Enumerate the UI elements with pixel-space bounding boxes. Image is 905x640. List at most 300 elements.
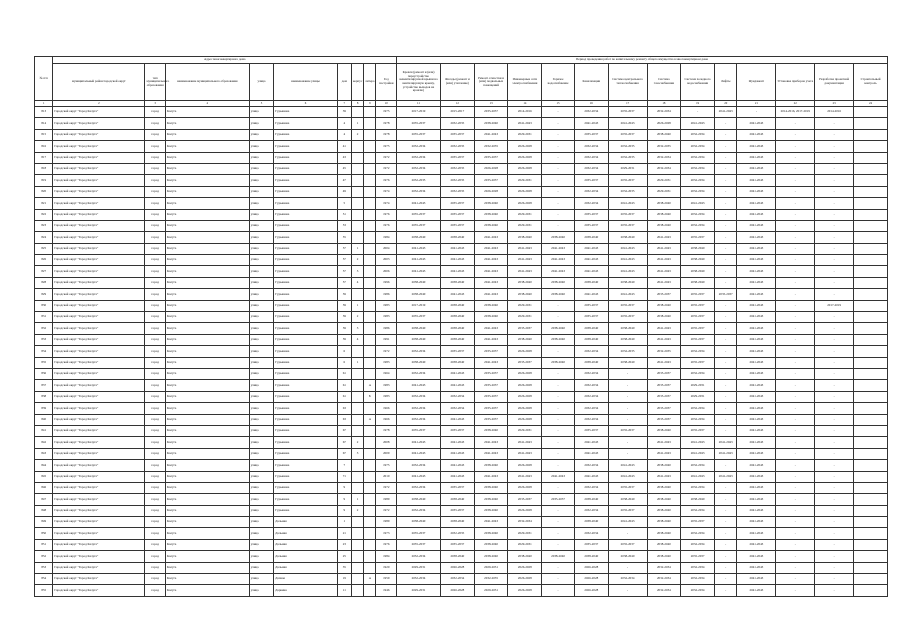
- table-cell: Гурьянова: [274, 107, 337, 118]
- table-cell: 2035-2037: [647, 414, 681, 425]
- table-cell: 2032-2034: [647, 107, 681, 118]
- table-cell: 9: [337, 494, 351, 505]
- table-cell: 1983: [376, 300, 397, 311]
- header-cell: наименование муниципального образования: [165, 64, 249, 101]
- table-cell: улица: [249, 312, 274, 323]
- header-column-number: 11: [397, 101, 441, 107]
- table-cell: 2041-2043: [440, 380, 474, 391]
- table-cell: Гурьянова: [274, 505, 337, 516]
- table-cell: [854, 448, 888, 459]
- table-cell: 827: [35, 266, 53, 277]
- table-cell: -: [776, 471, 815, 482]
- table-cell: 2038-2040: [397, 323, 441, 334]
- table-cell: 1964: [376, 368, 397, 379]
- table-cell: 2026-2028: [508, 152, 542, 163]
- table-cell: 2041-2043: [608, 243, 647, 254]
- table-cell: -: [542, 414, 575, 425]
- table-cell: 2041-2043: [474, 448, 508, 459]
- table-cell: 2038-2040: [474, 494, 508, 505]
- table-cell: [364, 277, 376, 288]
- table-row: [35, 482, 888, 493]
- table-cell: город: [145, 471, 165, 482]
- table-cell: Городской округ "Город Калуга": [53, 175, 145, 186]
- table-row: [35, 312, 888, 323]
- table-cell: Калуга: [165, 460, 249, 471]
- table-cell: улица: [249, 277, 274, 288]
- table-cell: [364, 152, 376, 163]
- table-cell: 2041-2043: [737, 574, 776, 585]
- table-cell: 2038-2040: [508, 277, 542, 288]
- table-cell: 2041-2043: [737, 380, 776, 391]
- table-cell: 2038-2040: [397, 517, 441, 528]
- header-column-number: 13: [474, 101, 508, 107]
- table-cell: 2032-2034: [397, 551, 441, 562]
- table-cell: 2035-2037: [608, 300, 647, 311]
- table-cell: 851: [35, 539, 53, 550]
- table-cell: 2038-2040: [542, 323, 575, 334]
- table-cell: 1966: [376, 414, 397, 425]
- table-cell: 2035-2037: [397, 118, 441, 129]
- table-cell: [364, 460, 376, 471]
- table-cell: Калуга: [165, 414, 249, 425]
- header-column-number: 23: [815, 101, 854, 107]
- table-cell: Калуга: [165, 437, 249, 448]
- table-cell: 1966: [376, 403, 397, 414]
- table-cell: 1983: [376, 380, 397, 391]
- table-cell: 2038-2040: [681, 494, 715, 505]
- table-cell: 9: [337, 505, 351, 516]
- table-cell: Калуга: [165, 186, 249, 197]
- table-cell: [364, 517, 376, 528]
- table-cell: 57: [337, 243, 351, 254]
- table-cell: [364, 300, 376, 311]
- table-cell: 2035-2037: [681, 300, 715, 311]
- table-cell: 2041-2043: [647, 471, 681, 482]
- table-cell: -: [776, 391, 815, 402]
- table-cell: Калуга: [165, 528, 249, 539]
- table-cell: 2041-2043: [397, 380, 441, 391]
- table-cell: Городской округ "Город Калуга": [53, 163, 145, 174]
- table-cell: -: [608, 585, 647, 596]
- table-cell: Калуга: [165, 357, 249, 368]
- table-cell: 2041-2043: [608, 198, 647, 209]
- table-cell: [854, 346, 888, 357]
- table-cell: город: [145, 186, 165, 197]
- table-cell: [364, 175, 376, 186]
- table-cell: [854, 380, 888, 391]
- table-cell: 3: [351, 266, 363, 277]
- table-cell: -: [776, 289, 815, 300]
- table-cell: 2032-2034: [681, 141, 715, 152]
- table-cell: 2038-2040: [440, 300, 474, 311]
- table-cell: 2041-2043: [737, 129, 776, 140]
- table-cell: 2035-2037: [681, 517, 715, 528]
- table-cell: 2038-2040: [681, 243, 715, 254]
- table-cell: 2032-2034: [681, 163, 715, 174]
- table-cell: 850: [35, 528, 53, 539]
- table-cell: Городской округ "Город Калуга": [53, 460, 145, 471]
- table-cell: 2041-2043: [474, 277, 508, 288]
- table-cell: 2032-2034: [397, 574, 441, 585]
- table-cell: 2041-2043: [737, 471, 776, 482]
- table-cell: 2038-2040: [542, 232, 575, 243]
- table-cell: 2035-2037: [608, 220, 647, 231]
- table-cell: 2041-2043: [737, 391, 776, 402]
- table-cell: Городской округ "Город Калуга": [53, 505, 145, 516]
- table-cell: [364, 289, 376, 300]
- table-cell: 2038-2040: [440, 494, 474, 505]
- table-cell: [854, 300, 888, 311]
- table-cell: 2029-2031: [681, 380, 715, 391]
- table-cell: 2038-2040: [608, 357, 647, 368]
- header-group-address: Адрес многоквартирного дома: [53, 57, 397, 64]
- table-cell: -: [542, 460, 575, 471]
- table-cell: -: [776, 517, 815, 528]
- table-cell: 2041-2043: [737, 118, 776, 129]
- header-cell: Фундамент: [737, 64, 776, 101]
- table-cell: -: [714, 539, 736, 550]
- table-cell: -: [714, 482, 736, 493]
- table-cell: 2029-2031: [508, 175, 542, 186]
- table-cell: -: [815, 562, 854, 573]
- table-row: [35, 175, 888, 186]
- table-cell: Гурьянова: [274, 414, 337, 425]
- table-cell: Городской округ "Город Калуга": [53, 107, 145, 118]
- table-cell: 2038-2040: [397, 232, 441, 243]
- table-cell: 817: [35, 152, 53, 163]
- table-cell: улица: [249, 163, 274, 174]
- table-row: [35, 517, 888, 528]
- table-cell: 2035-2037: [397, 539, 441, 550]
- table-cell: [364, 334, 376, 345]
- table-cell: Гурьянова: [274, 448, 337, 459]
- table-cell: Калуга: [165, 425, 249, 436]
- table-cell: 2032-2034: [397, 186, 441, 197]
- table-cell: -: [542, 448, 575, 459]
- table-cell: 2038-2040: [397, 357, 441, 368]
- table-cell: 2029-2031: [508, 425, 542, 436]
- table-cell: город: [145, 118, 165, 129]
- table-cell: улица: [249, 528, 274, 539]
- table-cell: 51: [337, 209, 351, 220]
- table-cell: Городской округ "Город Калуга": [53, 232, 145, 243]
- table-cell: 2032-2034: [681, 403, 715, 414]
- table-cell: Городской округ "Город Калуга": [53, 494, 145, 505]
- table-cell: 2041-2043: [737, 585, 776, 596]
- table-cell: город: [145, 539, 165, 550]
- table-cell: 2038-2040: [647, 505, 681, 516]
- table-cell: -: [714, 517, 736, 528]
- table-cell: -: [815, 574, 854, 585]
- table-cell: 2032-2035: [608, 152, 647, 163]
- table-cell: 2041-2043: [737, 198, 776, 209]
- table-cell: 2032-2034: [397, 141, 441, 152]
- table-cell: Калуга: [165, 334, 249, 345]
- table-cell: -: [542, 312, 575, 323]
- table-cell: город: [145, 141, 165, 152]
- table-cell: улица: [249, 391, 274, 402]
- table-row: [35, 437, 888, 448]
- table-cell: -: [737, 107, 776, 118]
- table-cell: город: [145, 357, 165, 368]
- table-cell: улица: [249, 425, 274, 436]
- table-cell: -: [815, 425, 854, 436]
- table-cell: -: [776, 505, 815, 516]
- table-cell: 2032-2034: [681, 129, 715, 140]
- table-cell: 2041-2043: [440, 243, 474, 254]
- table-cell: 2035-2037: [574, 175, 608, 186]
- header-column-number: 4: [165, 101, 249, 107]
- table-cell: [854, 255, 888, 266]
- table-cell: Калуга: [165, 277, 249, 288]
- table-cell: 2032-2034: [574, 141, 608, 152]
- table-cell: Калуга: [165, 266, 249, 277]
- table-cell: 2041-2043: [681, 448, 715, 459]
- table-row: [35, 277, 888, 288]
- table-cell: 2035-2037: [647, 289, 681, 300]
- table-cell: Городской округ "Город Калуга": [53, 551, 145, 562]
- table-cell: 2038-2040: [647, 425, 681, 436]
- table-cell: Гурьянова: [274, 141, 337, 152]
- table-cell: 45: [337, 163, 351, 174]
- table-row: [35, 460, 888, 471]
- table-cell: город: [145, 460, 165, 471]
- table-cell: 2026-2028: [508, 186, 542, 197]
- table-row: [35, 255, 888, 266]
- table-row: [35, 118, 888, 129]
- table-cell: 2041-2043: [397, 255, 441, 266]
- table-cell: город: [145, 380, 165, 391]
- table-cell: 3: [351, 448, 363, 459]
- table-cell: 848: [35, 505, 53, 516]
- table-cell: -: [776, 300, 815, 311]
- table-cell: улица: [249, 437, 274, 448]
- table-cell: -: [815, 141, 854, 152]
- table-cell: 1974: [376, 186, 397, 197]
- table-cell: 1996: [376, 277, 397, 288]
- table-cell: 2032-2035: [474, 574, 508, 585]
- header-cell: Система холодного водоснабжения: [681, 64, 715, 101]
- table-cell: 2041-2043: [574, 255, 608, 266]
- table-cell: -: [815, 528, 854, 539]
- table-cell: Калуга: [165, 539, 249, 550]
- table-cell: 2035-2037: [574, 209, 608, 220]
- table-cell: 2026-2028: [508, 585, 542, 596]
- table-cell: -: [776, 175, 815, 186]
- table-cell: 2038-2040: [474, 482, 508, 493]
- table-cell: улица: [249, 562, 274, 573]
- table-cell: -: [776, 186, 815, 197]
- table-cell: 1976: [376, 539, 397, 550]
- table-cell: улица: [249, 289, 274, 300]
- table-cell: 57: [337, 277, 351, 288]
- table-cell: [364, 585, 376, 596]
- table-cell: 822: [35, 209, 53, 220]
- table-cell: 2032-2034: [440, 574, 474, 585]
- table-cell: -: [776, 220, 815, 231]
- table-cell: -: [776, 232, 815, 243]
- table-cell: Городской округ "Город Калуга": [53, 209, 145, 220]
- table-cell: 2035-2037: [608, 175, 647, 186]
- header-column-number: 14: [508, 101, 542, 107]
- table-cell: [364, 129, 376, 140]
- table-cell: [351, 289, 363, 300]
- table-cell: [364, 209, 376, 220]
- table-cell: [351, 539, 363, 550]
- table-cell: 2032-2034: [574, 380, 608, 391]
- table-cell: -: [714, 255, 736, 266]
- table-cell: 2041-2043: [542, 255, 575, 266]
- table-cell: 2041-2043: [737, 562, 776, 573]
- table-cell: -: [776, 209, 815, 220]
- table-cell: -: [714, 414, 736, 425]
- table-cell: [854, 585, 888, 596]
- table-cell: Городской округ "Город Калуга": [53, 391, 145, 402]
- table-body: [35, 107, 888, 597]
- table-cell: -: [776, 482, 815, 493]
- table-cell: 2041-2043: [397, 437, 441, 448]
- table-cell: [351, 551, 363, 562]
- table-cell: 2041-2043: [737, 346, 776, 357]
- table-cell: 2032-2034: [574, 414, 608, 425]
- table-cell: улица: [249, 323, 274, 334]
- table-cell: 2038-2040: [647, 460, 681, 471]
- table-cell: [364, 220, 376, 231]
- table-cell: 1978: [376, 129, 397, 140]
- header-cell: Лифты: [714, 64, 736, 101]
- table-cell: 830: [35, 300, 53, 311]
- table-cell: [854, 494, 888, 505]
- table-row: [35, 220, 888, 231]
- table-row: [35, 448, 888, 459]
- table-cell: 1: [351, 243, 363, 254]
- table-cell: -: [714, 277, 736, 288]
- table-cell: [854, 232, 888, 243]
- table-cell: 2026-2028: [474, 186, 508, 197]
- table-cell: 2041-2043: [737, 494, 776, 505]
- table-row: [35, 152, 888, 163]
- table-cell: -: [542, 562, 575, 573]
- table-cell: -: [542, 163, 575, 174]
- table-cell: 818: [35, 163, 53, 174]
- table-cell: Калуга: [165, 209, 249, 220]
- table-cell: Калуга: [165, 380, 249, 391]
- table-cell: 2041-2043: [474, 517, 508, 528]
- table-cell: Калуга: [165, 403, 249, 414]
- table-cell: -: [714, 551, 736, 562]
- table-row: [35, 505, 888, 516]
- table-cell: Калуга: [165, 482, 249, 493]
- table-cell: улица: [249, 414, 274, 425]
- header-cell: Инженерные сети электроснабжения: [508, 64, 542, 101]
- table-cell: 852: [35, 551, 53, 562]
- table-cell: 2029-2031: [508, 312, 542, 323]
- table-cell: 2035-2037: [647, 368, 681, 379]
- table-cell: -: [776, 255, 815, 266]
- table-cell: [364, 186, 376, 197]
- table-cell: 2041-2043: [737, 368, 776, 379]
- table-cell: 2041-2043: [647, 243, 681, 254]
- table-cell: 2038-2040: [474, 209, 508, 220]
- table-cell: -: [815, 175, 854, 186]
- table-cell: [854, 562, 888, 573]
- table-cell: [854, 118, 888, 129]
- table-cell: -: [542, 403, 575, 414]
- table-cell: [854, 414, 888, 425]
- table-cell: 823: [35, 220, 53, 231]
- table-cell: 2032-2034: [574, 368, 608, 379]
- table-cell: [854, 528, 888, 539]
- table-cell: 1978: [376, 118, 397, 129]
- table-cell: Гурьянова: [274, 391, 337, 402]
- table-cell: 2038-2040: [474, 220, 508, 231]
- table-cell: 844: [35, 460, 53, 471]
- table-cell: -: [815, 266, 854, 277]
- table-cell: Калуга: [165, 574, 249, 585]
- table-cell: 853: [35, 562, 53, 573]
- table-cell: 1975: [376, 460, 397, 471]
- table-row: [35, 425, 888, 436]
- table-cell: -: [776, 551, 815, 562]
- table-cell: 2035-2037: [474, 152, 508, 163]
- table-cell: -: [608, 448, 647, 459]
- table-cell: город: [145, 403, 165, 414]
- table-cell: 2032-2034: [397, 403, 441, 414]
- table-cell: -: [815, 414, 854, 425]
- table-cell: 2032-2034: [574, 163, 608, 174]
- table-cell: 2038-2040: [574, 232, 608, 243]
- table-cell: 2041-2043: [737, 255, 776, 266]
- table-cell: 2041-2043: [574, 266, 608, 277]
- table-cell: улица: [249, 300, 274, 311]
- table-cell: [364, 107, 376, 118]
- table-cell: Городской округ "Город Калуга": [53, 471, 145, 482]
- table-cell: 2032-2034: [397, 482, 441, 493]
- table-cell: 2009: [376, 448, 397, 459]
- table-cell: 2026-2028: [508, 198, 542, 209]
- table-cell: 2026-2028: [508, 368, 542, 379]
- table-cell: 2026-2028: [474, 163, 508, 174]
- table-cell: Гурьянова: [274, 266, 337, 277]
- table-cell: 2035-2037: [440, 505, 474, 516]
- table-cell: 2038-2040: [440, 357, 474, 368]
- table-cell: 2038-2040: [608, 494, 647, 505]
- table-cell: 2032-2034: [574, 505, 608, 516]
- table-cell: 2038-2040: [474, 312, 508, 323]
- table-cell: 2035-2037: [574, 425, 608, 436]
- table-cell: Гурьянова: [274, 368, 337, 379]
- table-cell: 2032-2034: [440, 391, 474, 402]
- table-cell: улица: [249, 255, 274, 266]
- table-cell: 67: [337, 437, 351, 448]
- table-cell: 2041-2043: [474, 471, 508, 482]
- table-cell: [364, 471, 376, 482]
- table-cell: 1: [351, 494, 363, 505]
- table-cell: [364, 551, 376, 562]
- table-cell: -: [714, 118, 736, 129]
- table-cell: -: [776, 266, 815, 277]
- table-cell: город: [145, 346, 165, 357]
- table-cell: 2041-2043: [737, 232, 776, 243]
- table-cell: -: [815, 403, 854, 414]
- table-cell: 2032-2034: [647, 585, 681, 596]
- table-row: [35, 209, 888, 220]
- table-cell: 2041-2043: [737, 175, 776, 186]
- table-cell: [854, 107, 888, 118]
- table-cell: 819: [35, 175, 53, 186]
- table-cell: 821: [35, 198, 53, 209]
- table-row: [35, 368, 888, 379]
